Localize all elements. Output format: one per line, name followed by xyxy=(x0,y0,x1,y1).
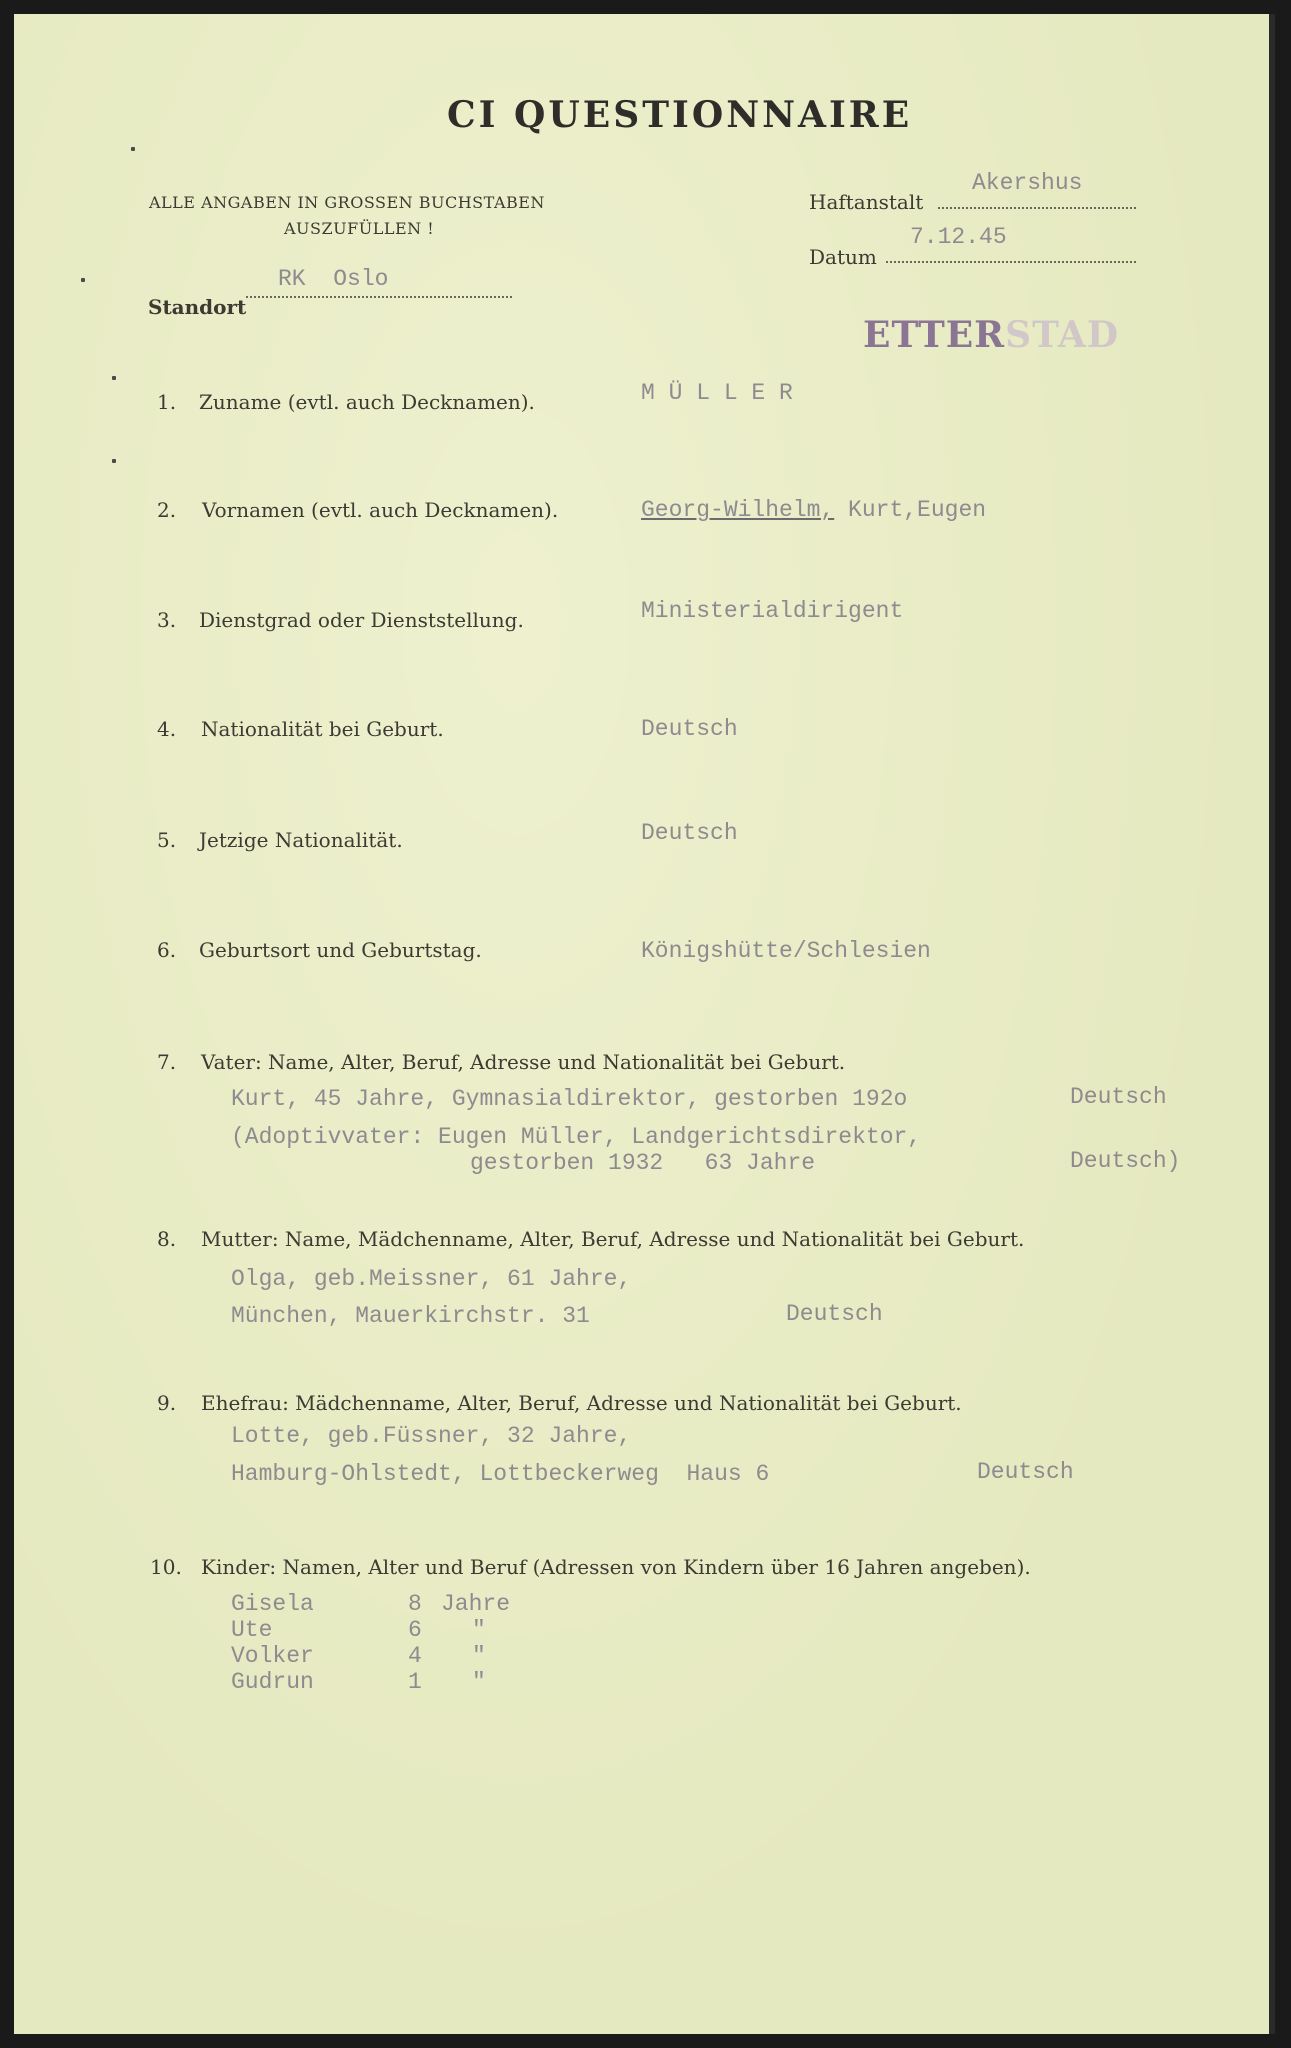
q8-line-1: Olga, geb.Meissner, 61 Jahre, xyxy=(231,1266,632,1292)
q8-line-2: München, Mauerkirchstr. 31 xyxy=(231,1303,590,1329)
child-age: 1 xyxy=(408,1669,422,1695)
paper-mark xyxy=(81,278,85,282)
haftanstalt-line xyxy=(938,207,1136,209)
standort-value: RK Oslo xyxy=(278,266,389,292)
q2-answer xyxy=(641,497,986,523)
q6-label: Geburtsort und Geburtstag. xyxy=(199,938,482,962)
q5-number: 5. xyxy=(157,828,177,852)
questionnaire-page xyxy=(14,14,1275,2034)
q9-number: 9. xyxy=(157,1391,177,1415)
q1-answer: M Ü L L E R xyxy=(641,380,793,406)
child-name: Gudrun xyxy=(231,1669,314,1695)
standort-line xyxy=(246,296,512,298)
q5-label: Jetzige Nationalität. xyxy=(199,828,403,852)
child-age: 4 xyxy=(408,1643,422,1669)
q10-label: Kinder: Namen, Alter und Beruf (Adressen von Kindern über 16 Jahren angeben). xyxy=(201,1555,1031,1579)
child-name: Ute xyxy=(231,1617,273,1643)
q9-label: Ehefrau: Mädchenname, Alter, Beruf, Adresse und Nationalität bei Geburt. xyxy=(201,1391,962,1415)
q4-number: 4. xyxy=(157,717,177,741)
q8-number: 8. xyxy=(157,1227,177,1251)
child-age-unit: Jahre xyxy=(441,1591,511,1617)
q2-answer-underlined: Georg-Wilhelm, xyxy=(641,497,835,523)
q9-line-2-nationality: Deutsch xyxy=(977,1459,1074,1485)
q1-number: 1. xyxy=(157,390,177,414)
q9-line-2: Hamburg-Ohlstedt, Lottbeckerweg Haus 6 xyxy=(231,1461,770,1487)
q9-line-1: Lotte, geb.Füssner, 32 Jahre, xyxy=(231,1423,632,1449)
instruction-line-1: ALLE ANGABEN IN GROSSEN BUCHSTABEN xyxy=(149,193,545,212)
child-age: 6 xyxy=(408,1617,422,1643)
q7-label: Vater: Name, Alter, Beruf, Adresse und Nationalität bei Geburt. xyxy=(201,1050,846,1074)
etterstad-stamp: ETTERSTAD xyxy=(863,314,1120,356)
datum-line xyxy=(886,261,1136,263)
paper-mark xyxy=(131,147,135,151)
standort-label: Standort xyxy=(148,295,247,319)
q7-line-3-nationality: Deutsch) xyxy=(1070,1148,1181,1174)
datum-label: Datum xyxy=(809,245,877,269)
q3-number: 3. xyxy=(157,608,177,632)
q2-number: 2. xyxy=(157,498,177,522)
child-age-unit: " xyxy=(472,1617,486,1643)
q7-line-3: gestorben 1932 63 Jahre xyxy=(470,1150,816,1176)
q6-number: 6. xyxy=(157,938,177,962)
child-age: 8 xyxy=(408,1591,422,1617)
datum-value: 7.12.45 xyxy=(910,224,1007,250)
q5-answer: Deutsch xyxy=(641,820,738,846)
child-name: Volker xyxy=(231,1643,314,1669)
q2-answer-rest: Kurt,Eugen xyxy=(834,497,987,523)
q3-answer: Ministerialdirigent xyxy=(641,598,904,624)
paper-mark xyxy=(112,376,116,380)
q4-label: Nationalität bei Geburt. xyxy=(201,717,444,741)
paper-mark xyxy=(112,459,116,463)
q7-line-1-nationality: Deutsch xyxy=(1070,1084,1167,1110)
haftanstalt-value: Akershus xyxy=(972,170,1083,196)
child-age-unit: " xyxy=(472,1669,486,1695)
q10-number: 10. xyxy=(150,1555,182,1579)
child-name: Gisela xyxy=(231,1591,314,1617)
q2-label: Vornamen (evtl. auch Decknamen). xyxy=(202,498,559,522)
q1-label: Zuname (evtl. auch Decknamen). xyxy=(199,390,535,414)
page-title: CI QUESTIONNAIRE xyxy=(447,94,913,136)
q3-label: Dienstgrad oder Dienststellung. xyxy=(199,608,524,632)
q8-line-2-nationality: Deutsch xyxy=(786,1301,883,1327)
child-age-unit: " xyxy=(472,1643,486,1669)
q7-line-2: (Adoptivvater: Eugen Müller, Landgerichtsdirektor, xyxy=(231,1124,922,1150)
q8-label: Mutter: Name, Mädchenname, Alter, Beruf, Adresse und Nationalität bei Geburt. xyxy=(201,1227,1025,1251)
q4-answer: Deutsch xyxy=(641,716,738,742)
q6-answer: Königshütte/Schlesien xyxy=(641,938,931,964)
haftanstalt-label: Haftanstalt xyxy=(809,190,924,214)
q7-number: 7. xyxy=(157,1050,177,1074)
q7-line-1: Kurt, 45 Jahre, Gymnasialdirektor, gestorben 192o xyxy=(231,1086,908,1112)
instruction-line-2: AUSZUFÜLLEN ! xyxy=(284,219,435,238)
